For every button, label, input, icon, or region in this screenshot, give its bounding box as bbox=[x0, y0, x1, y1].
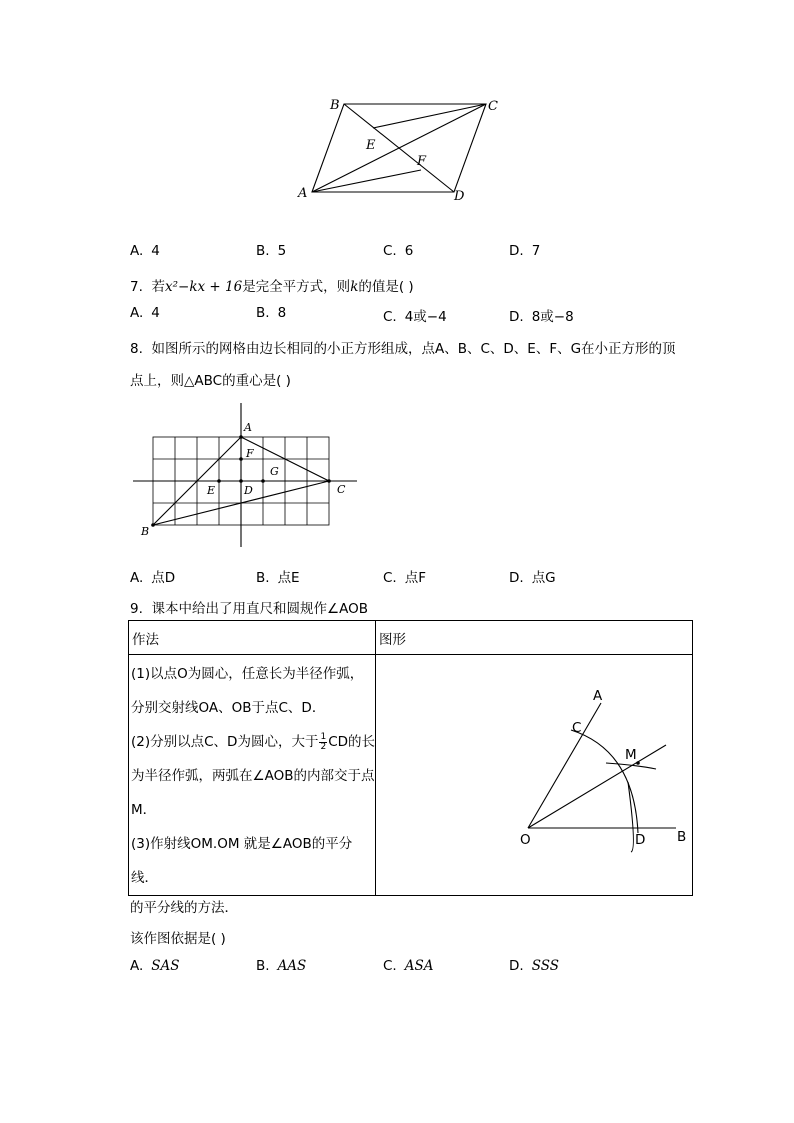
step2-line3: M． bbox=[131, 802, 157, 818]
angle-label-d: D bbox=[635, 832, 646, 848]
label-c: C bbox=[488, 99, 498, 114]
label-b: B bbox=[330, 98, 340, 113]
q9-option-b[interactable]: B. AAS bbox=[256, 958, 307, 974]
steps-cell bbox=[129, 655, 376, 896]
grid-label-b: B bbox=[141, 525, 150, 538]
q6-option-c[interactable]: C. 6 bbox=[383, 243, 414, 259]
half-fraction: $\frac{1}{2}$ bbox=[320, 731, 327, 752]
step2-line2: 为半径作弧，两弧在∠AOB的内部交于点 bbox=[131, 768, 375, 784]
step3-line2: 线． bbox=[131, 870, 158, 886]
q7-option-a[interactable]: A. 4 bbox=[130, 305, 160, 321]
q8-option-b[interactable]: B. 点E bbox=[256, 570, 300, 586]
angle-label-b: B bbox=[677, 829, 687, 845]
step2-line1: (2)分别以点C、D为圆心，大于 $\frac{1}{2}$ CD的长 bbox=[131, 731, 376, 752]
q9-after-table: 的平分线的方法． bbox=[130, 900, 238, 916]
col2-header: 图形 bbox=[376, 621, 693, 655]
q7-option-b[interactable]: B. 8 bbox=[256, 305, 287, 321]
q6-option-d[interactable]: D. 7 bbox=[509, 243, 541, 259]
q7-option-d[interactable]: D. 8或−8 bbox=[509, 309, 574, 325]
q9-question: 该作图依据是( ) bbox=[130, 931, 226, 947]
grid-label-f: F bbox=[246, 447, 254, 460]
grid-label-c: C bbox=[337, 483, 346, 496]
parallelogram-figure bbox=[290, 92, 510, 210]
step1-line2: 分别交射线OA、OB于点C、D． bbox=[131, 700, 326, 716]
q6-option-b[interactable]: B. 5 bbox=[256, 243, 287, 259]
grid-label-e: E bbox=[207, 484, 216, 497]
q8-stem-line1: 8. 如图所示的网格由边长相同的小正方形组成，点A、B、C、D、E、F、G在小正方形的顶 bbox=[130, 341, 676, 357]
step3-line1: (3)作射线OM.OM 就是∠AOB的平分 bbox=[131, 836, 353, 852]
q8-option-a[interactable]: A. 点D bbox=[130, 570, 176, 586]
angle-bisector-figure bbox=[376, 655, 692, 885]
q7-option-c[interactable]: C. 4或−4 bbox=[383, 309, 447, 325]
q7-stem: 7. 若x²−kx + 16是完全平方式，则k的值是( ) bbox=[130, 279, 414, 295]
grid-label-d: D bbox=[244, 484, 253, 497]
angle-label-m: M bbox=[625, 747, 637, 763]
step1-line1: (1)以点O为圆心，任意长为半径作弧， bbox=[131, 666, 364, 682]
q9-option-d[interactable]: D. SSS bbox=[509, 958, 559, 974]
q9-option-a[interactable]: A. SAS bbox=[130, 958, 180, 974]
label-a: A bbox=[298, 186, 308, 201]
label-d: D bbox=[454, 189, 465, 204]
grid-figure bbox=[130, 400, 365, 552]
grid-label-g: G bbox=[270, 465, 279, 478]
q9-stem: 9. 课本中给出了用直尺和圆规作∠AOB bbox=[130, 601, 368, 617]
q9-option-c[interactable]: C. ASA bbox=[383, 958, 434, 974]
q6-option-a[interactable]: A. 4 bbox=[130, 243, 160, 259]
q9-table bbox=[128, 620, 693, 896]
col1-header: 作法 bbox=[129, 621, 376, 655]
angle-label-c: C bbox=[572, 720, 582, 736]
q8-stem-line2: 点上，则△ABC的重心是( ) bbox=[130, 373, 291, 389]
q8-option-c[interactable]: C. 点F bbox=[383, 570, 426, 586]
angle-label-o: O bbox=[520, 832, 531, 848]
label-f: F bbox=[417, 154, 427, 169]
grid-label-a: A bbox=[244, 421, 252, 434]
label-e: E bbox=[366, 138, 376, 153]
q8-option-d[interactable]: D. 点G bbox=[509, 570, 556, 586]
angle-label-a: A bbox=[593, 688, 603, 704]
figure-cell bbox=[376, 655, 693, 896]
